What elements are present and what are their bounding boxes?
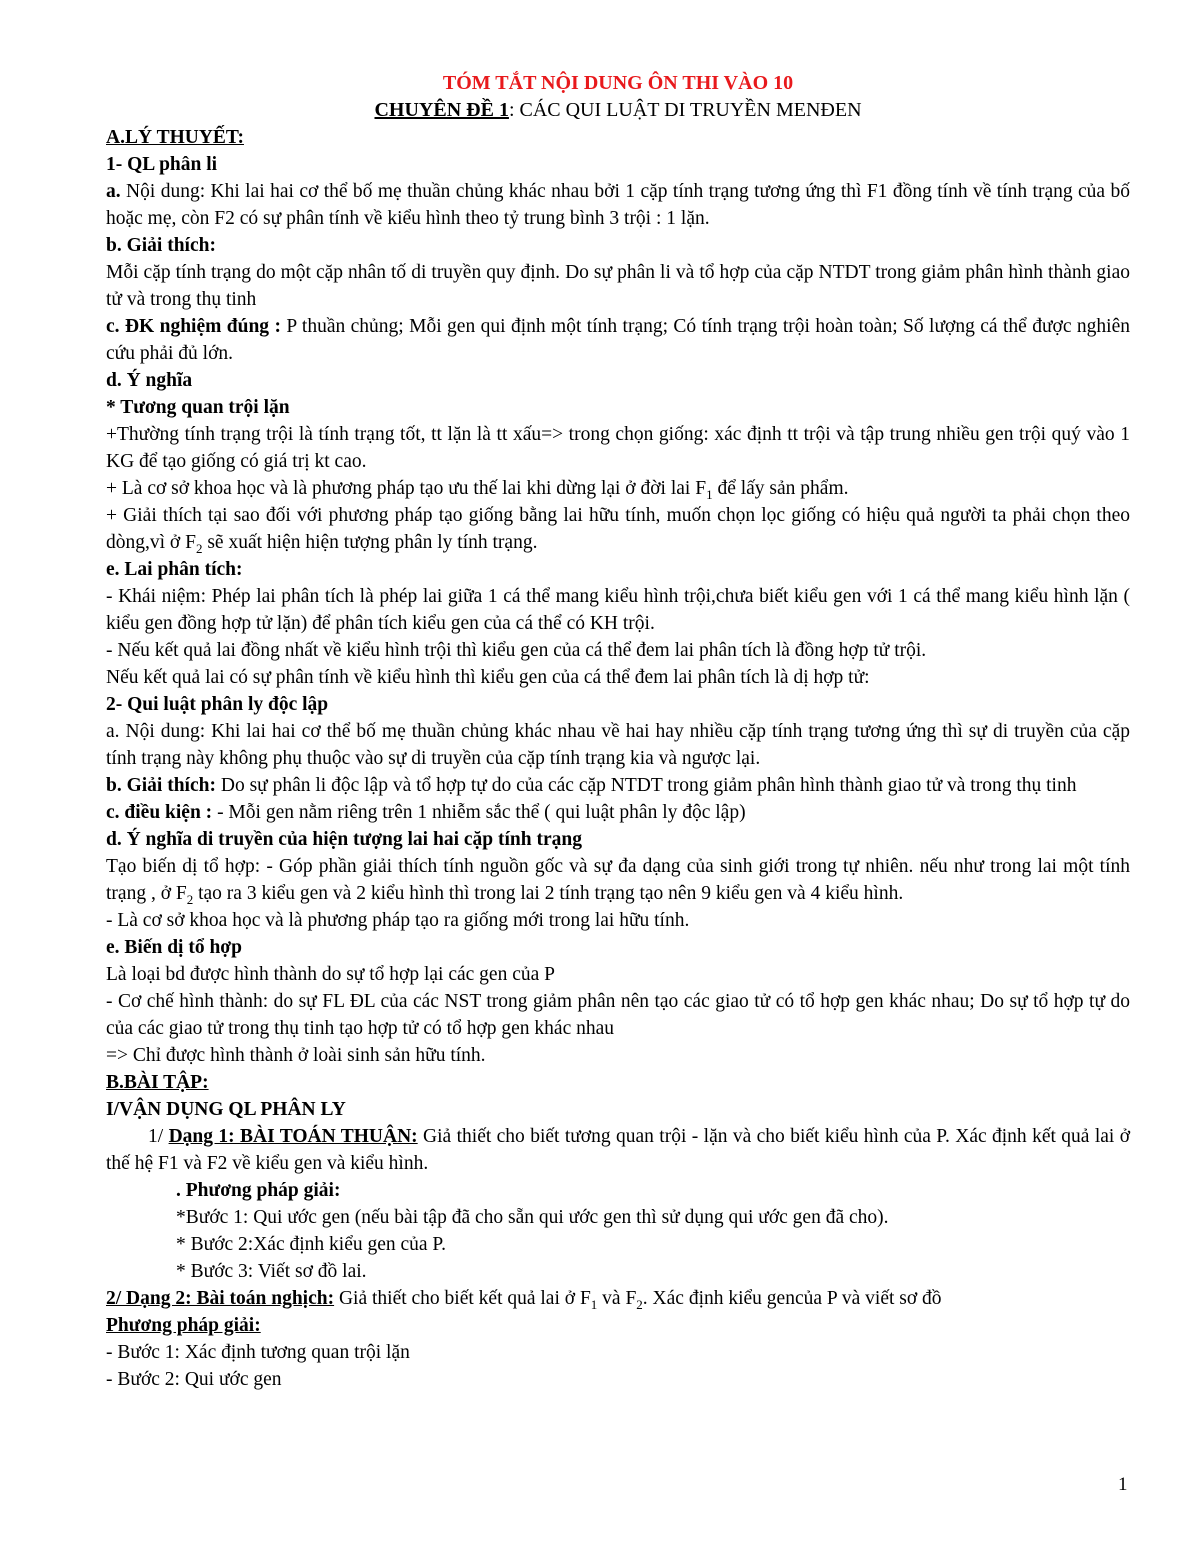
law1-content [106, 178, 1130, 232]
law2-conditions [106, 799, 1130, 826]
law1-meaning-p1: +Thường tính trạng trội là tính trạng tốt, tt lặn là tt xấu=> trong chọn giống: xác định tt trội và tập trung nhiều gen trội quý vào 1 KG để tạo giống có giá trị kt cao. [106, 424, 1130, 472]
exercise-type2 [106, 1285, 1130, 1312]
law1-meaning-p2 [106, 475, 1130, 502]
law2-meaning-p2: - Là cơ sở khoa học và là phương pháp tạo ra giống mới trong lai hữu tính. [106, 910, 690, 931]
law1-a-label: a. [106, 181, 121, 202]
recombination-p2: - Cơ chế hình thành: do sự FL ĐL của các NST trong giảm phân nên tạo các giao tử có tổ hợp gen khác nhau; Do sự tổ hợp tự do của các giao tử trong thụ tinh tạo hợp tử có tổ hợp gen khác nhau [106, 991, 1130, 1039]
method1-step2: * Bước 2:Xác định kiểu gen của P. [176, 1234, 446, 1255]
law1-meaning-p2-sub: 1 [706, 486, 713, 502]
exercise-type2-sub2: 2 [636, 1296, 643, 1312]
law2-explanation [106, 772, 1130, 799]
law2-meaning-heading: d. Ý nghĩa di truyền của hiện tượng lai hai cặp tính trạng [106, 829, 582, 850]
law2-meaning-p1 [106, 853, 1130, 907]
law2-content: a. Nội dung: Khi lai hai cơ thể bố mẹ thuần chủng khác nhau về hai hay nhiều cặp tính trạng tương ứng thì sự di truyền của cặp tính trạng này không phụ thuộc vào sự di truyền của cặp tính trạng kia và ngược lại. [106, 721, 1130, 769]
law1-meaning-p3-a: + Giải thích tại sao đối với phương pháp tạo giống bằng lai hữu tính, muốn chọn lọc giống có hiệu quả người ta phải chọn theo dòng,vì ở F [106, 505, 1130, 553]
law1-meaning-p2-b: để lấy sản phẩm. [712, 478, 849, 499]
law1-meaning-p3 [106, 502, 1130, 556]
exercise-type2-text-a: Giả thiết cho biết kết quả lai ở F [334, 1288, 591, 1309]
exercise-type1 [106, 1123, 1130, 1177]
exercise-type2-label: 2/ Dạng 2: Bài toán nghịch: [106, 1288, 335, 1309]
law2-heading: 2- Qui luật phân ly độc lập [106, 694, 329, 715]
method1-heading: . Phương pháp giải: [176, 1180, 341, 1201]
exercise-type1-label: Dạng 1: BÀI TOÁN THUẬN: [168, 1126, 418, 1147]
law1-a-text: Nội dung: Khi lai hai cơ thể bố mẹ thuần chủng khác nhau bởi 1 cặp tính trạng tương ứng thì F1 đồng tính về tính trạng của bố hoặc mẹ, còn F2 có sự phân tính về kiểu hình theo tỷ trung bình 3 trội : 1 lặn. [106, 181, 1130, 229]
law2-explanation-label: b. Giải thích: [106, 775, 216, 796]
law1-conditions-label: c. ĐK nghiệm đúng : [106, 316, 281, 337]
recombination-p3: => Chỉ được hình thành ở loài sinh sản hữu tính. [106, 1045, 486, 1066]
exercise-type2-sub1: 1 [590, 1296, 598, 1312]
testcross-heading: e. Lai phân tích: [106, 559, 243, 580]
document-title: TÓM TẮT NỘI DUNG ÔN THI VÀO 10 [442, 72, 794, 94]
exercise-type1-prefix: 1/ [148, 1126, 169, 1147]
exercises-heading: B.BÀI TẬP: [106, 1072, 209, 1093]
law2-meaning-p1-b: tạo ra 3 kiểu gen và 2 kiểu hình thì trong lai 2 tính trạng tạo nên 9 kiểu gen và 4 kiểu hình. [193, 883, 904, 904]
exercise-type2-text-b: và F [597, 1288, 637, 1309]
method1-step3: * Bước 3: Viết sơ đồ lai. [176, 1261, 367, 1282]
law2-conditions-label: c. điều kiện : [106, 802, 213, 823]
recombination-p1: Là loại bd được hình thành do sự tổ hợp lại các gen của P [106, 964, 555, 985]
law1-meaning-heading: d. Ý nghĩa [106, 370, 193, 391]
method1-step1: *Bước 1: Qui ước gen (nếu bài tập đã cho sẵn qui ước gen thì sử dụng qui ước gen đã cho). [176, 1207, 889, 1228]
method2-step1: - Bước 1: Xác định tương quan trội lặn [106, 1342, 410, 1363]
law1-explanation: Mỗi cặp tính trạng do một cặp nhân tố di truyền quy định. Do sự phân li và tổ hợp của cặp NTDT trong giảm phân hình thành giao tử và trong thụ tinh [106, 262, 1130, 310]
exercise-type2-text-c: . Xác định kiểu gencủa P và viết sơ đồ [642, 1288, 942, 1309]
exercises-part1-heading: I/VẬN DỤNG QL PHÂN LY [106, 1099, 346, 1120]
law1-conditions [106, 313, 1130, 367]
method2-step2: - Bước 2: Qui ước gen [106, 1369, 282, 1390]
theory-heading: A.LÝ THUYẾT: [106, 127, 244, 148]
testcross-p2: - Nếu kết quả lai đồng nhất về kiểu hình trội thì kiểu gen của cá thể đem lai phân tích là đồng hợp tử trội. [106, 640, 927, 661]
law1-explanation-heading: b. Giải thích: [106, 235, 216, 256]
law1-meaning-p2-a: + Là cơ sở khoa học và là phương pháp tạo ưu thế lai khi dừng lại ở đời lai F [106, 478, 707, 499]
testcross-p3: Nếu kết quả lai có sự phân tính về kiểu hình thì kiểu gen của cá thể đem lai phân tích là dị hợp tử: [106, 667, 870, 688]
testcross-p1: - Khái niệm: Phép lai phân tích là phép lai giữa 1 cá thể mang kiểu hình trội,chưa biết kiểu gen với 1 cá thể mang kiểu hình lặn ( kiểu gen đồng hợp tử lặn) để phân tích kiểu gen của cá thể có KH trội. [106, 586, 1130, 634]
chapter-title [106, 97, 1130, 124]
law1-dominance-heading: * Tương quan trội lặn [106, 397, 290, 418]
page-number: 1 [1118, 1474, 1128, 1495]
chapter-label: CHUYÊN ĐỀ 1 [374, 99, 509, 121]
chapter-title-rest: : CÁC QUI LUẬT DI TRUYỀN MENĐEN [508, 99, 862, 121]
exercise-type1-text: Giả thiết cho biết tương quan trội - lặn và cho biết kiểu hình của P. Xác định kết quả lai ở thế hệ F1 và F2 về kiểu gen và kiểu hình. [106, 1126, 1131, 1174]
law2-meaning-p1-sub: 2 [186, 891, 194, 907]
law1-heading: 1- QL phân li [106, 154, 218, 175]
law2-conditions-text: - Mỗi gen nằm riêng trên 1 nhiễm sắc thể ( qui luật phân ly độc lập) [212, 802, 746, 823]
method2-heading: Phương pháp giải: [106, 1315, 261, 1336]
law1-meaning-p3-b: sẽ xuất hiện hiện tượng phân ly tính trạng. [202, 532, 538, 553]
recombination-heading: e. Biến dị tổ hợp [106, 937, 242, 958]
law1-conditions-text: P thuần chủng; Mỗi gen qui định một tính trạng; Có tính trạng trội hoàn toàn; Số lượng cá thể được nghiên cứu phải đủ lớn. [106, 316, 1130, 364]
law1-meaning-p3-sub: 2 [195, 540, 203, 556]
law2-meaning-p1-a: Tạo biến dị tổ hợp: - Góp phần giải thích tính nguồn gốc và sự đa dạng của sinh giới trong tự nhiên. nếu như trong lai một tính trạng , ở F [106, 856, 1130, 904]
law2-explanation-text: Do sự phân li độc lập và tổ hợp tự do của các cặp NTDT trong giảm phân hình thành giao tử và trong thụ tinh [215, 775, 1077, 796]
document-content [106, 70, 1130, 1393]
